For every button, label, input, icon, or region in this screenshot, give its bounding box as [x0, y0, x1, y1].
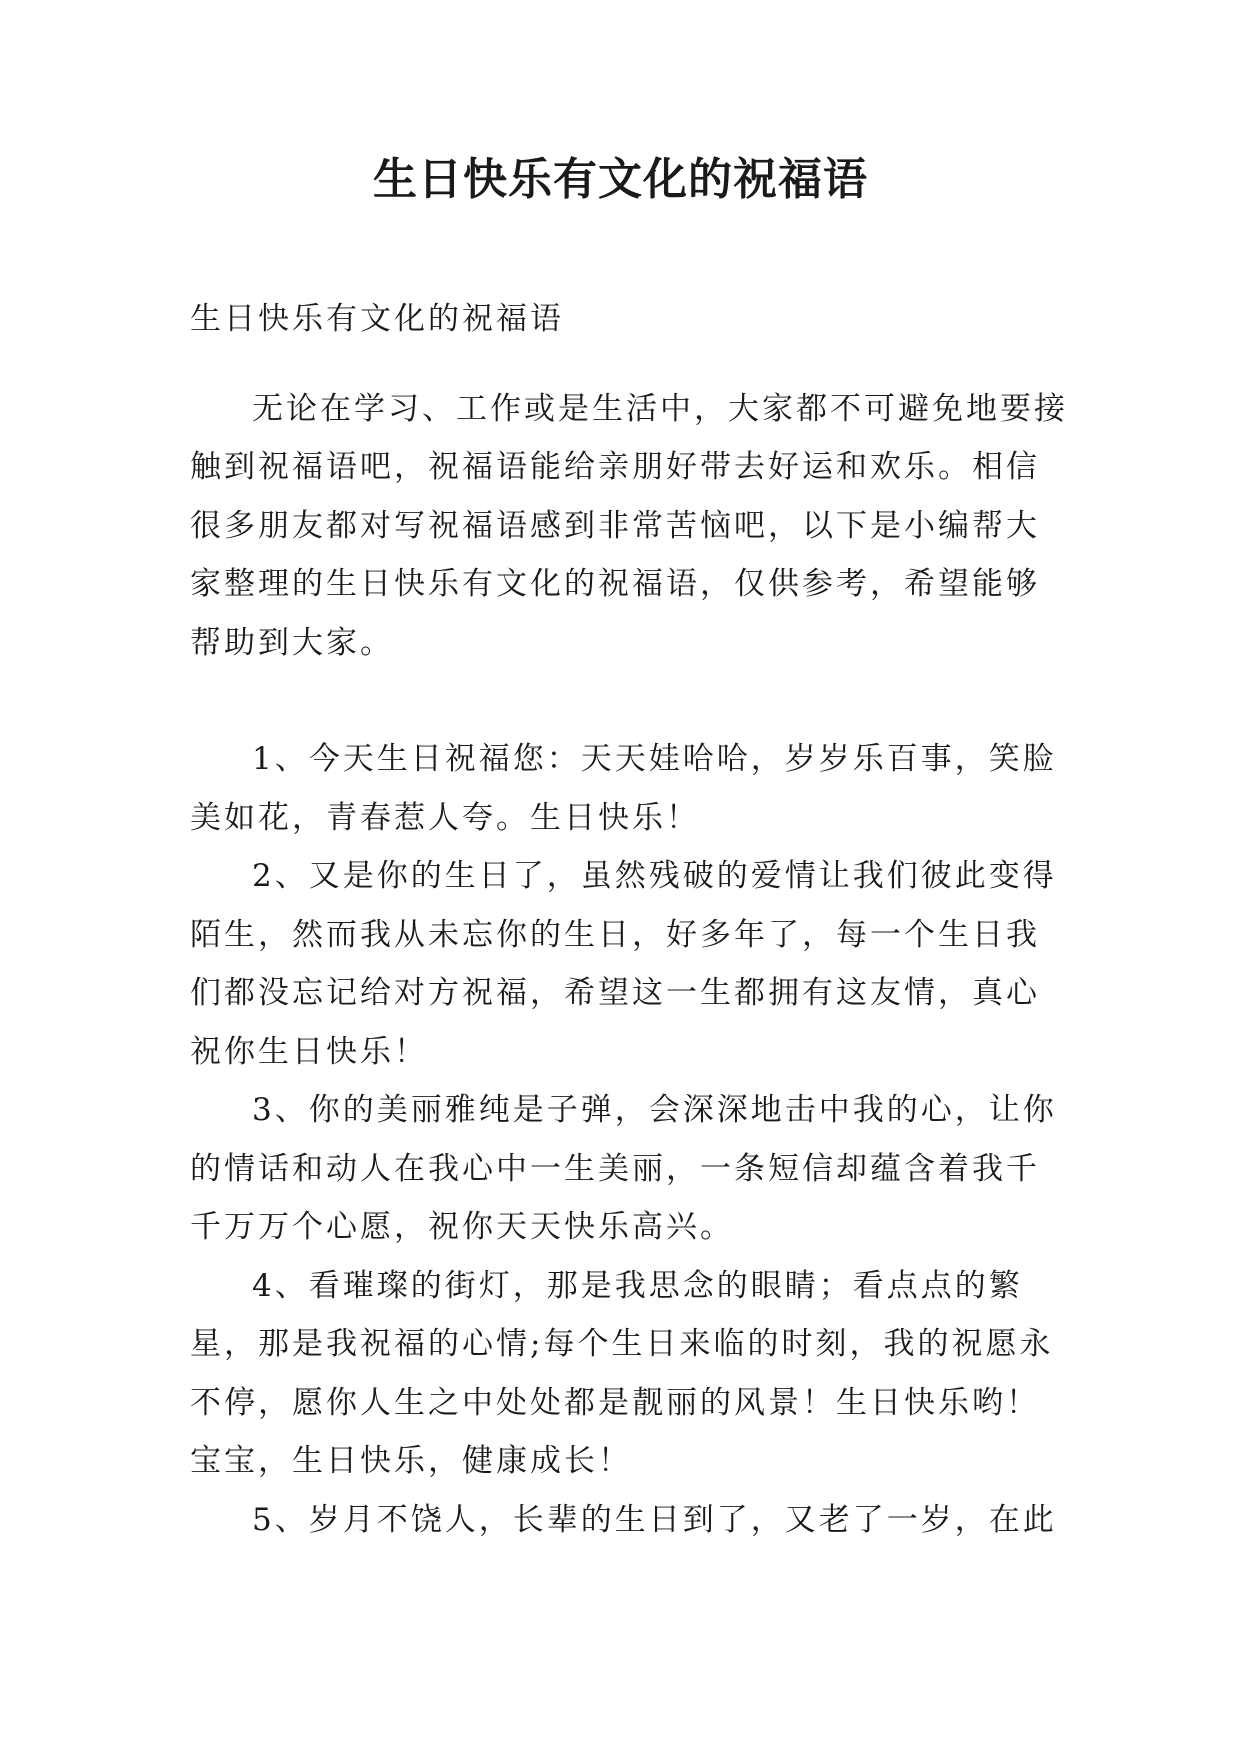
blessing-item-3: 3、你的美丽雅纯是子弹，会深深地击中我的心，让你的情话和动人在我心中一生美丽，一条短信却蕴含着我千千万万个心愿，祝你天天快乐高兴。: [190, 1092, 1057, 1245]
blessing-item-2: 2、又是你的生日了，虽然残破的爱情让我们彼此变得陌生，然而我从未忘你的生日，好多年了，每一个生日我们都没忘记给对方祝福，希望这一生都拥有这友情，真心祝你生日快乐！: [190, 858, 1057, 1070]
blessing-item-4: 4、看璀璨的街灯，那是我思念的眼睛；看点点的繁星，那是我祝福的心情;每个生日来临的时刻，我的祝愿永不停，愿你人生之中处处都是靓丽的风景！生日快乐哟！宝宝，生日快乐，健康成长！: [190, 1267, 1054, 1479]
document-subtitle: 生日快乐有文化的祝福语: [190, 301, 564, 337]
document-body: [190, 290, 1070, 1549]
blessing-item-1: 1、今天生日祝福您：天天娃哈哈，岁岁乐百事，笑脸美如花，青春惹人夸。生日快乐！: [190, 741, 1057, 836]
document-title: 生日快乐有文化的祝福语: [373, 154, 868, 205]
blessing-item-5: 5、岁月不饶人，长辈的生日到了，又老了一岁，在此: [252, 1501, 1057, 1538]
intro-paragraph: 无论在学习、工作或是生活中，大家都不可避免地要接触到祝福语吧，祝福语能给亲朋好带去好运和欢乐。相信很多朋友都对写祝福语感到非常苦恼吧，以下是小编帮大家整理的生日快乐有文化的祝福语，仅供参考，希望能够帮助到大家。: [190, 390, 1068, 661]
